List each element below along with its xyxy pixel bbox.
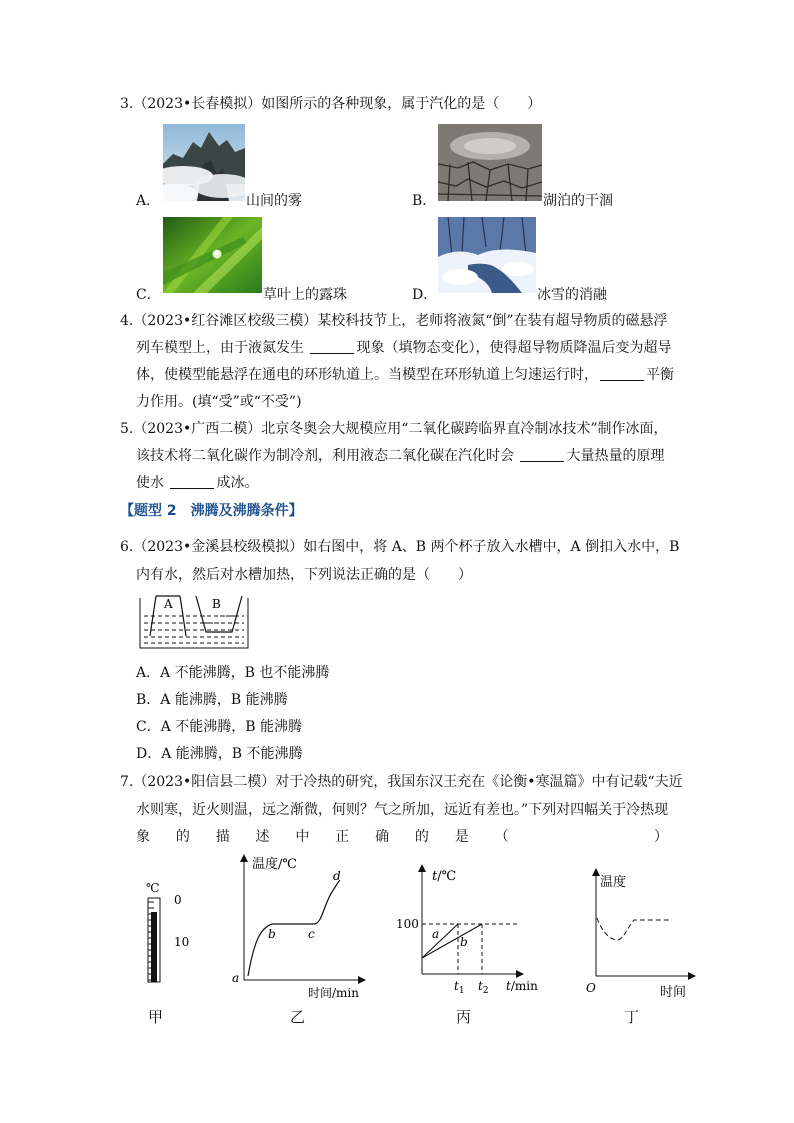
cup-a-label: A	[164, 597, 173, 611]
q6-line2: 内有水，然后对水槽加热，下列说法正确的是（ ）	[136, 567, 472, 583]
q4-blank-2[interactable]	[600, 366, 644, 381]
q4-line2	[136, 339, 671, 357]
section-heading: 【题型 2 沸腾及沸腾条件】	[120, 503, 303, 519]
q3-stem: 3.（2023•长春模拟）如图所示的各种现象，属于汽化的是（ ）	[120, 96, 542, 112]
q3-option-a-caption: 山间的雾	[246, 193, 302, 209]
boiling-graph-ylabel: t/℃	[432, 869, 457, 884]
q5-line2-text-b: 大量热量的原理	[566, 448, 665, 464]
q4-line3-text-b: 平衡	[646, 367, 674, 383]
q7-line3-char: 是	[454, 829, 469, 845]
q6-option-b[interactable]: B．A 能沸腾，B 能沸腾	[136, 692, 288, 708]
q5-blank-1[interactable]	[520, 447, 564, 462]
dew-grass-photo	[163, 217, 262, 293]
cup-b-label: B	[212, 597, 221, 611]
thermometer-tick-0: 0	[174, 893, 182, 907]
point-a-label: a	[232, 971, 240, 985]
q4-line1: 4.（2023•红谷滩区校级三模）某校科技节上，老师将液氮“倒”在装有超导物质的磁悬浮	[120, 313, 668, 329]
q7-line3-char	[534, 828, 548, 846]
q7-line3-char: （	[494, 829, 509, 845]
q6-option-c[interactable]: C．A 不能沸腾，B 能沸腾	[136, 719, 303, 735]
temp-time-origin: O	[586, 981, 596, 995]
q4-line4: 力作用。(填“受”或“不受”)	[136, 394, 302, 410]
snow-melting-photo	[438, 217, 536, 293]
q7-line3-char	[574, 828, 588, 846]
temp-time-xlabel: 时间	[660, 985, 687, 1000]
point-c-label: c	[308, 927, 315, 941]
temperature-time-figure	[576, 866, 698, 1004]
q7-line3-char: 描	[215, 829, 230, 845]
q7-line3-char: 象	[136, 829, 150, 845]
figure-bing-label: 丙	[456, 1008, 472, 1026]
figure-yi-label: 乙	[290, 1008, 306, 1026]
q4-line2-text-b: 现象（填物态变化），使得超导物质降温后变为超导	[356, 340, 672, 356]
q5-line3-text-a: 使水	[136, 475, 169, 491]
thermometer-unit: ℃	[146, 881, 160, 895]
q4-line2-text-a: 列车模型上，由于液氮发生	[136, 340, 309, 356]
boiling-graph-y100: 100	[396, 917, 419, 931]
q3-option-c-caption: 草叶上的露珠	[263, 287, 347, 303]
q7-line3-char: 的	[175, 829, 190, 845]
mountain-fog-photo	[163, 124, 245, 201]
figure-jia-label: 甲	[148, 1008, 164, 1026]
q7-line3	[136, 828, 668, 846]
temp-time-ylabel: 温度	[600, 875, 627, 890]
q6-line1: 6.（2023•金溪县校级模拟）如右图中，将 A、B 两个杯子放入水槽中，A 倒扣入水中，B	[120, 539, 680, 555]
q7-line3-char: 的	[414, 829, 429, 845]
q7-line3-char: 确	[375, 829, 390, 845]
q7-line2: 水则寒，近火则温，远之渐微，何则？气之所加，远近有差也。”下列对四幅关于冷热现	[136, 802, 669, 818]
t1-label: $t_1$	[454, 979, 465, 996]
q5-blank-2[interactable]	[170, 474, 214, 489]
q7-line3-char: 中	[295, 829, 310, 845]
q7-line3-char: ）	[653, 829, 668, 845]
q4-line3-text-a: 体，使模型能悬浮在通电的环形轨道上。当模型在环形轨道上匀速运行时，	[136, 367, 598, 383]
thermometer-tick-10: 10	[174, 935, 190, 949]
q4-line3	[136, 366, 674, 384]
q3-option-a-letter: A．	[136, 193, 161, 209]
heating-curve-figure	[228, 852, 368, 1004]
q5-line2	[136, 447, 664, 465]
dry-lake-photo	[438, 124, 542, 201]
heating-curve-ylabel: 温度/℃	[252, 857, 297, 872]
q7-line3-char: 述	[255, 829, 270, 845]
heating-curve-xlabel: 时间/min	[308, 986, 359, 1000]
q3-option-d-caption: 冰雪的消融	[537, 287, 607, 303]
point-b-label: b	[268, 927, 276, 941]
q5-line3	[136, 474, 258, 492]
q5-line2-text-a: 该技术将二氧化碳作为制冷剂，利用液态二氧化碳在汽化时会	[136, 448, 519, 464]
thermometer-figure	[140, 880, 200, 990]
q7-line1: 7.（2023•阳信县二模）对于冷热的研究，我国东汉王充在《论衡•寒温篇》中有记载“夫近	[120, 774, 683, 790]
q3-option-b-letter: B．	[412, 193, 437, 209]
water-tank-diagram	[136, 592, 252, 652]
q7-line3-char: 正	[335, 829, 350, 845]
q5-line1: 5.（2023•广西二模）北京冬奥会大规模应用“二氧化碳跨临界直冷制冰技术”制作冰面，	[120, 421, 668, 437]
q6-option-a[interactable]: A．A 不能沸腾，B 也不能沸腾	[136, 665, 330, 681]
t2-label: $t_2$	[478, 979, 489, 996]
q7-line3-char	[614, 828, 628, 846]
figure-ding-label: 丁	[624, 1008, 640, 1026]
line-b-label: b	[460, 935, 468, 949]
q3-option-d-letter: D．	[412, 287, 438, 303]
point-d-label: d	[333, 869, 341, 883]
boiling-graph-xlabel: t/min	[506, 979, 538, 993]
line-a-label: a	[432, 927, 440, 941]
q5-line3-text-b: 成冰。	[216, 475, 259, 491]
q3-option-c-letter: C．	[136, 287, 161, 303]
boiling-graph-figure	[392, 860, 552, 998]
q6-option-d[interactable]: D．A 能沸腾，B 不能沸腾	[136, 746, 303, 762]
q3-option-b-caption: 湖泊的干涸	[543, 193, 613, 209]
q4-blank-1[interactable]	[310, 339, 354, 354]
